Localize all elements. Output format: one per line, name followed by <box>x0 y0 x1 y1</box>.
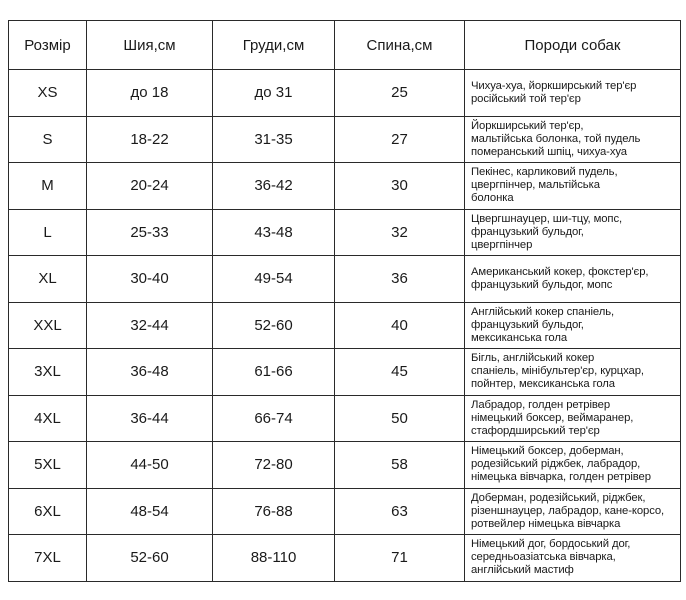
neck-cell: до 18 <box>87 70 213 117</box>
neck-cell: 36-48 <box>87 349 213 396</box>
table-row <box>9 70 681 117</box>
neck-cell: 20-24 <box>87 163 213 210</box>
table-row <box>9 349 681 396</box>
back-cell: 58 <box>335 442 465 489</box>
back-cell: 50 <box>335 395 465 442</box>
back-cell: 27 <box>335 116 465 163</box>
back-cell: 25 <box>335 70 465 117</box>
size-cell: L <box>9 209 87 256</box>
size-cell: 4XL <box>9 395 87 442</box>
breeds-cell: Цвергшнауцер, ши-тцу, мопс, французький бульдог, цвергпінчер <box>465 209 681 256</box>
size-cell: M <box>9 163 87 210</box>
neck-cell: 25-33 <box>87 209 213 256</box>
table-row <box>9 302 681 349</box>
neck-cell: 44-50 <box>87 442 213 489</box>
back-cell: 32 <box>335 209 465 256</box>
header-chest: Груди,см <box>213 21 335 70</box>
back-cell: 45 <box>335 349 465 396</box>
header-back: Спина,см <box>335 21 465 70</box>
size-cell: XL <box>9 256 87 303</box>
neck-cell: 48-54 <box>87 488 213 535</box>
header-size: Розмір <box>9 21 87 70</box>
size-cell: 3XL <box>9 349 87 396</box>
chest-cell: до 31 <box>213 70 335 117</box>
table-row <box>9 442 681 489</box>
back-cell: 71 <box>335 535 465 582</box>
size-cell: 7XL <box>9 535 87 582</box>
neck-cell: 52-60 <box>87 535 213 582</box>
breeds-cell: Йоркширський тер'єр, мальтійська болонка, той пудель померанський шпіц, чихуа-хуа <box>465 116 681 163</box>
breeds-cell: Німецький дог, бордоський дог, середньоазіатська вівчарка, англійський мастиф <box>465 535 681 582</box>
size-cell: S <box>9 116 87 163</box>
neck-cell: 32-44 <box>87 302 213 349</box>
size-cell: XXL <box>9 302 87 349</box>
breeds-cell: Англійський кокер спаніель, французький бульдог, мексиканська гола <box>465 302 681 349</box>
back-cell: 36 <box>335 256 465 303</box>
breeds-cell: Чихуа-хуа, йоркширський тер'єр російський той тер'єр <box>465 70 681 117</box>
chest-cell: 31-35 <box>213 116 335 163</box>
back-cell: 30 <box>335 163 465 210</box>
size-cell: XS <box>9 70 87 117</box>
neck-cell: 30-40 <box>87 256 213 303</box>
chest-cell: 66-74 <box>213 395 335 442</box>
breeds-cell: Лабрадор, голден ретрівер німецький боксер, веймаранер, стафордширський тер'єр <box>465 395 681 442</box>
table-row <box>9 535 681 582</box>
table-row <box>9 488 681 535</box>
table-row <box>9 209 681 256</box>
breeds-cell: Німецький боксер, доберман, родезійський ріджбек, лабрадор, німецька вівчарка, голден ретрівер <box>465 442 681 489</box>
breeds-cell: Американський кокер, фокстер'єр, французький бульдог, мопс <box>465 256 681 303</box>
table-row <box>9 395 681 442</box>
breeds-cell: Пекінес, карликовий пудель, цвергпінчер, мальтійська болонка <box>465 163 681 210</box>
neck-cell: 18-22 <box>87 116 213 163</box>
table-header-row <box>9 21 681 70</box>
chest-cell: 61-66 <box>213 349 335 396</box>
breeds-cell: Доберман, родезійський, ріджбек, різеншнауцер, лабрадор, кане-корсо, ротвейлер німецька вівчарка <box>465 488 681 535</box>
size-cell: 6XL <box>9 488 87 535</box>
chest-cell: 43-48 <box>213 209 335 256</box>
table-row <box>9 256 681 303</box>
chest-cell: 88-110 <box>213 535 335 582</box>
dog-size-table <box>8 20 681 582</box>
chest-cell: 52-60 <box>213 302 335 349</box>
chest-cell: 49-54 <box>213 256 335 303</box>
back-cell: 63 <box>335 488 465 535</box>
table-row <box>9 116 681 163</box>
header-neck: Шия,см <box>87 21 213 70</box>
header-breeds: Породи собак <box>465 21 681 70</box>
neck-cell: 36-44 <box>87 395 213 442</box>
chest-cell: 72-80 <box>213 442 335 489</box>
size-cell: 5XL <box>9 442 87 489</box>
back-cell: 40 <box>335 302 465 349</box>
breeds-cell: Бігль, англійський кокер спаніель, мінібультер'єр, курцхар, пойнтер, мексиканська гола <box>465 349 681 396</box>
table-row <box>9 163 681 210</box>
chest-cell: 36-42 <box>213 163 335 210</box>
chest-cell: 76-88 <box>213 488 335 535</box>
